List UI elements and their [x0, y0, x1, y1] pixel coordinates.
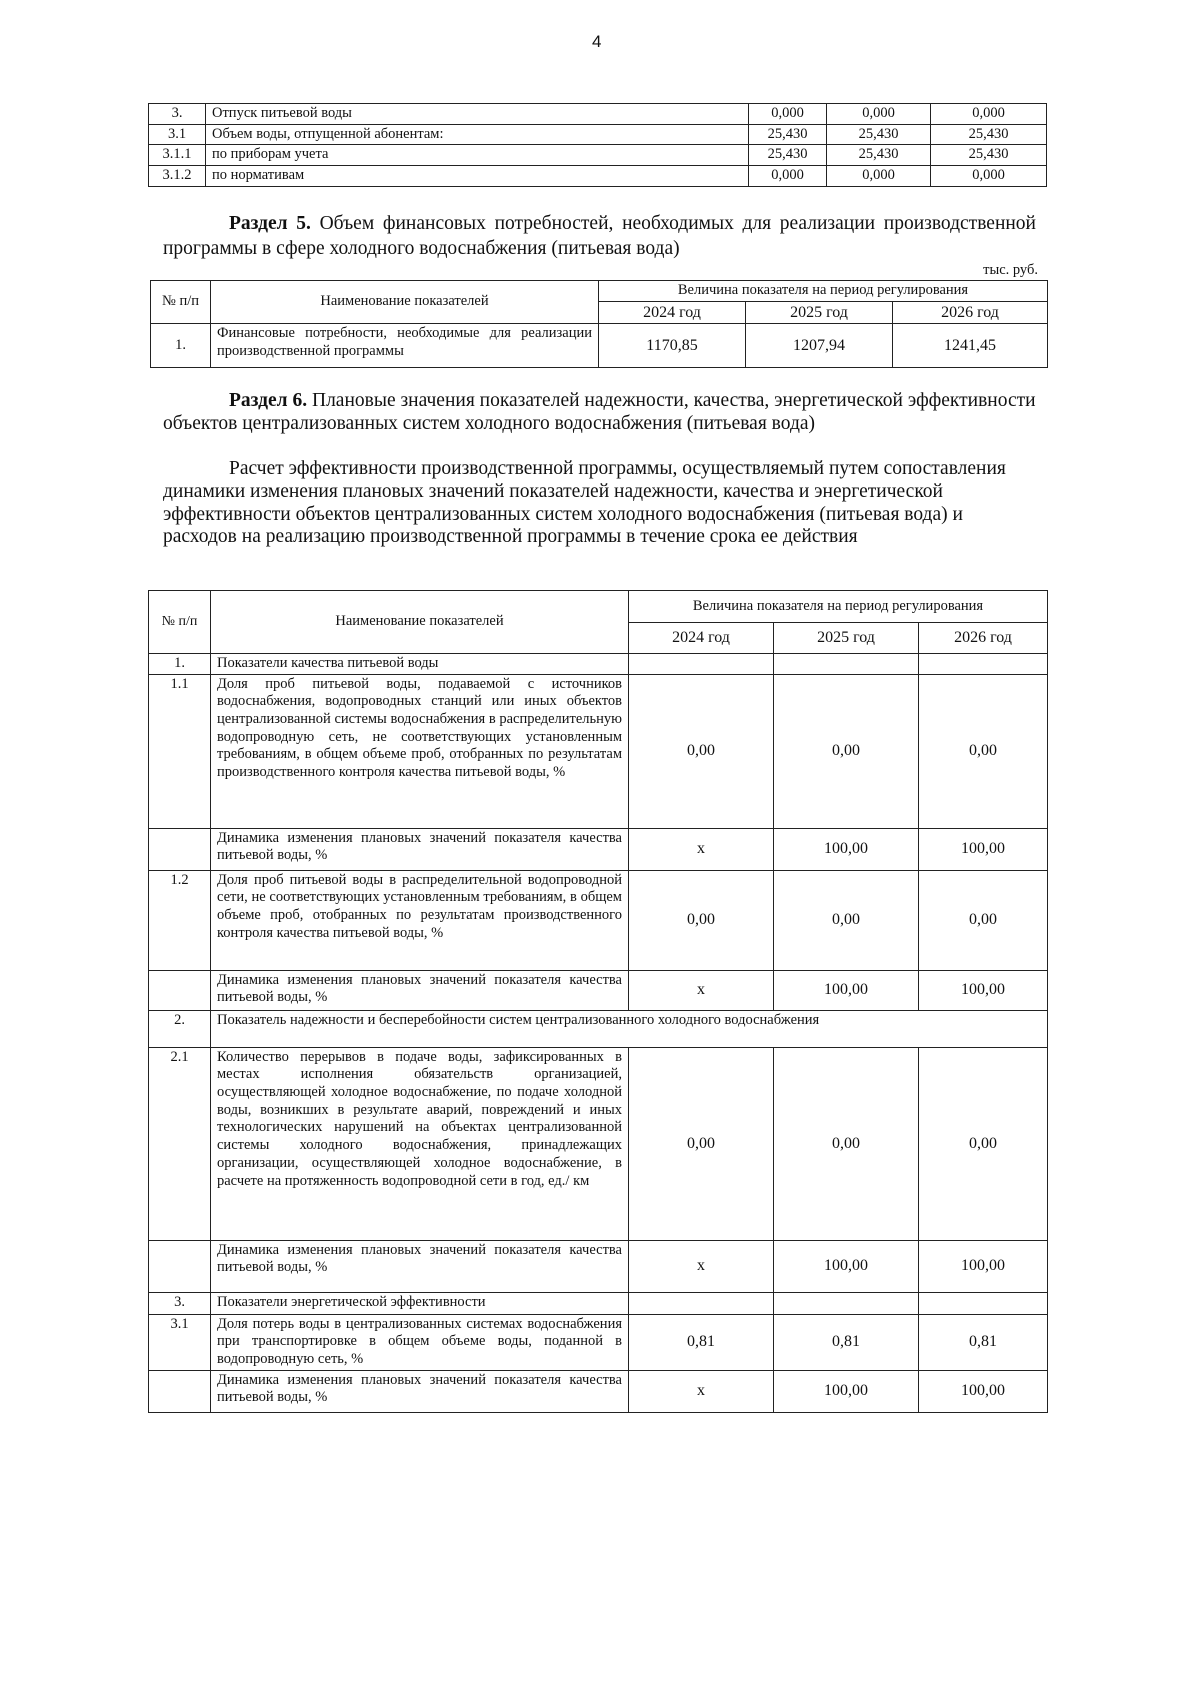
row-value: 0,81	[919, 1314, 1048, 1370]
row-value: x	[629, 970, 774, 1010]
row-value: 0,00	[629, 1047, 774, 1240]
row-value: 0,81	[629, 1314, 774, 1370]
table-row	[149, 145, 1047, 166]
section6-paragraph	[163, 458, 1041, 549]
row-name: Динамика изменения плановых значений показателя качества питьевой воды, %	[211, 1370, 629, 1412]
row-name: Доля проб питьевой воды в распределительной водопроводной сети, не соответствующих установленным требованиям, в общем объеме проб, отобранных по результатам производственного контроля качества питьевой воды, %	[211, 870, 629, 970]
row-value: 0,000	[827, 104, 931, 125]
row-num: 1.	[149, 654, 211, 675]
row-name: Динамика изменения плановых значений показателя качества питьевой воды, %	[211, 828, 629, 870]
table-row	[151, 324, 1048, 368]
row-value: 100,00	[774, 970, 919, 1010]
row-num: 1.	[151, 324, 211, 368]
row-name: Объем воды, отпущенной абонентам:	[206, 124, 749, 145]
header-year: 2024 год	[599, 301, 746, 324]
row-value	[629, 654, 774, 675]
row-num: 3.1.2	[149, 166, 206, 187]
row-value: 1207,94	[746, 324, 893, 368]
header-year: 2026 год	[893, 301, 1048, 324]
row-name: Доля потерь воды в централизованных системах водоснабжения при транспортировке в общем объеме воды, поданной в водопроводную сеть, %	[211, 1314, 629, 1370]
header-name: Наименование показателей	[211, 591, 629, 654]
row-num: 3.	[149, 1292, 211, 1314]
row-value: 0,00	[629, 674, 774, 828]
table-row	[149, 870, 1048, 970]
row-name: Количество перерывов в подаче воды, зафиксированных в местах исполнения обязательств организацией, осуществляющей холодное водоснабжение, по подаче холодной воды, возникших в результате аварий, повреждений и иных технологических нарушений на объектах централизованной системы холодного водоснабжения, принадлежащих организации, осуществляющей холодное водоснабжение, в расчете на протяженность водопроводной сети в год, ед./ км	[211, 1047, 629, 1240]
row-value: 25,430	[749, 145, 827, 166]
row-value	[774, 654, 919, 675]
section6-paragraph-text: Расчет эффективности производственной программы, осуществляемый путем сопоставления динамики изменения плановых значений показателей надежности, качества и энергетической эффективности объектов централизованных систем холодного водоснабжения (питьевая вода) и расходов на реализацию производственной программы в течение срока ее действия	[163, 458, 1006, 548]
row-value: x	[629, 828, 774, 870]
row-num	[149, 1240, 211, 1292]
table-row	[149, 166, 1047, 187]
unit-label: тыс. руб.	[983, 262, 1038, 278]
header-name: Наименование показателей	[211, 281, 599, 324]
row-value: 0,000	[749, 104, 827, 125]
row-value: 1170,85	[599, 324, 746, 368]
row-value: 25,430	[931, 124, 1047, 145]
row-name: по нормативам	[206, 166, 749, 187]
row-num: 3.	[149, 104, 206, 125]
row-value: 0,00	[774, 1047, 919, 1240]
row-name: Отпуск питьевой воды	[206, 104, 749, 125]
water-supply-table	[148, 103, 1047, 187]
financial-needs-table	[150, 280, 1048, 368]
header-year: 2025 год	[774, 623, 919, 654]
row-value: 1241,45	[893, 324, 1048, 368]
row-value	[919, 1292, 1048, 1314]
row-value: 25,430	[931, 145, 1047, 166]
table-row	[149, 1314, 1048, 1370]
section6-title: Плановые значения показателей надежности, качества, энергетической эффективности объектов централизованных систем холодного водоснабжения (питьевая вода)	[163, 390, 1036, 434]
header-year: 2026 год	[919, 623, 1048, 654]
row-value: 0,000	[827, 166, 931, 187]
section6-label: Раздел 6.	[229, 390, 308, 411]
row-value: 0,000	[749, 166, 827, 187]
row-num: 1.2	[149, 870, 211, 970]
row-num: 3.1	[149, 1314, 211, 1370]
header-period: Величина показателя на период регулирования	[599, 281, 1048, 302]
row-value: 100,00	[774, 828, 919, 870]
page-number: 4	[592, 32, 602, 51]
header-year: 2024 год	[629, 623, 774, 654]
section5-title: Объем финансовых потребностей, необходимых для реализации производственной программы в сфере холодного водоснабжения (питьевая вода)	[163, 213, 1036, 259]
row-value: 100,00	[919, 828, 1048, 870]
row-value	[629, 1292, 774, 1314]
row-value: 0,00	[919, 1047, 1048, 1240]
row-name: Финансовые потребности, необходимые для реализации производственной программы	[211, 324, 599, 368]
row-value: 100,00	[919, 1370, 1048, 1412]
row-value: 100,00	[774, 1240, 919, 1292]
table-row	[149, 1240, 1048, 1292]
row-value: 0,81	[774, 1314, 919, 1370]
table-row	[149, 104, 1047, 125]
table-row	[149, 1370, 1048, 1412]
row-value: x	[629, 1240, 774, 1292]
row-num	[149, 828, 211, 870]
row-value: 0,00	[919, 870, 1048, 970]
table-row	[149, 1047, 1048, 1240]
row-value: 100,00	[919, 970, 1048, 1010]
row-value: 0,000	[931, 166, 1047, 187]
row-name: Динамика изменения плановых значений показателя качества питьевой воды, %	[211, 970, 629, 1010]
table-row	[149, 828, 1048, 870]
row-value: 25,430	[749, 124, 827, 145]
row-value	[919, 654, 1048, 675]
row-name: по приборам учета	[206, 145, 749, 166]
table-row	[149, 1292, 1048, 1314]
row-num: 3.1	[149, 124, 206, 145]
indicators-table	[148, 590, 1048, 1413]
row-value: 0,00	[774, 674, 919, 828]
row-value: x	[629, 1370, 774, 1412]
table-row	[149, 124, 1047, 145]
row-value: 100,00	[774, 1370, 919, 1412]
row-num: 3.1.1	[149, 145, 206, 166]
table-row	[149, 970, 1048, 1010]
row-name: Показатель надежности и бесперебойности систем централизованного холодного водоснабжения	[211, 1010, 1048, 1047]
row-num: 2.1	[149, 1047, 211, 1240]
row-value: 0,00	[774, 870, 919, 970]
row-value: 25,430	[827, 145, 931, 166]
row-name: Показатели качества питьевой воды	[211, 654, 629, 675]
section5-label: Раздел 5.	[229, 213, 311, 234]
row-value: 0,00	[919, 674, 1048, 828]
row-name: Доля проб питьевой воды, подаваемой с источников водоснабжения, водопроводных станций или иных объектов централизованной системы водоснабжения в распределительную водопроводную сеть, не соответствующих установленным требованиям, в общем объеме проб, отобранных по результатам производственного контроля качества питьевой воды, %	[211, 674, 629, 828]
table-row	[149, 654, 1048, 675]
table-row	[149, 674, 1048, 828]
row-num	[149, 970, 211, 1010]
row-value: 0,00	[629, 870, 774, 970]
row-num: 1.1	[149, 674, 211, 828]
header-num: № п/п	[151, 281, 211, 324]
section5-heading	[163, 212, 1036, 262]
row-name: Динамика изменения плановых значений показателя качества питьевой воды, %	[211, 1240, 629, 1292]
row-num: 2.	[149, 1010, 211, 1047]
row-value: 25,430	[827, 124, 931, 145]
section6-heading	[163, 390, 1036, 436]
header-period: Величина показателя на период регулирования	[629, 591, 1048, 623]
row-value	[774, 1292, 919, 1314]
row-value: 0,000	[931, 104, 1047, 125]
row-name: Показатели энергетической эффективности	[211, 1292, 629, 1314]
row-value: 100,00	[919, 1240, 1048, 1292]
header-num: № п/п	[149, 591, 211, 654]
header-year: 2025 год	[746, 301, 893, 324]
row-num	[149, 1370, 211, 1412]
table-row	[149, 1010, 1048, 1047]
